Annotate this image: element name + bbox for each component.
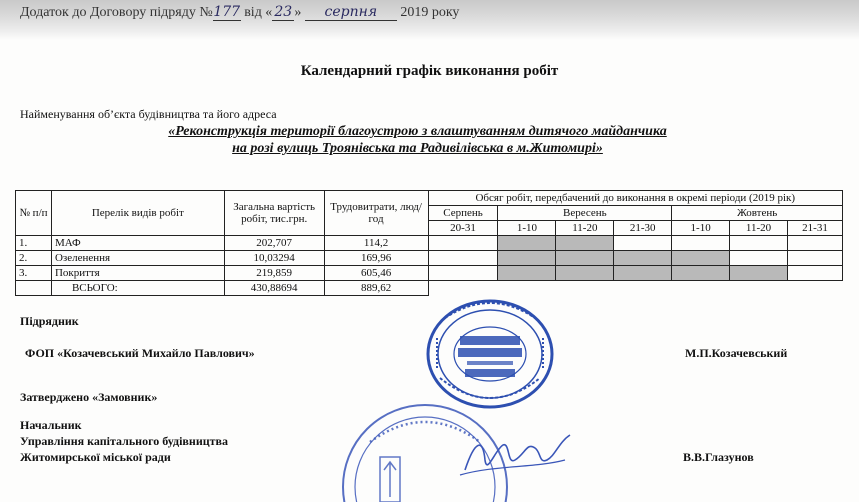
period-cell-active [672, 266, 730, 281]
period-cell-active [498, 236, 556, 251]
customer-signature-name: В.В.Глазунов [683, 450, 754, 464]
month-september: Вересень [498, 206, 672, 221]
period-header: 1-10 [672, 221, 730, 236]
period-cell-active [614, 251, 672, 266]
contractor-role: Підрядник [20, 314, 79, 328]
period-cell [428, 266, 498, 281]
row-cost: 219,859 [224, 266, 324, 281]
date-quote-close: » [294, 5, 302, 20]
customer-position3: Житомирської міської ради [20, 450, 171, 464]
row-cost: 10,03294 [224, 251, 324, 266]
row-labor: 114,2 [324, 236, 428, 251]
appendix-header [20, 4, 459, 21]
object-label: Найменування об’єкта будівництва та його адреса [20, 107, 277, 121]
header-works: Перелік видів робіт [51, 191, 224, 236]
header-volume: Обсяг робіт, передбачений до виконання в окремі періоди (2019 рік) [428, 191, 842, 206]
month-august: Серпень [428, 206, 498, 221]
appendix-prefix: Додаток до Договору підряду № [20, 5, 213, 20]
document-title: Календарний графік виконання робіт [300, 63, 559, 79]
contract-number: 177 [213, 4, 241, 20]
period-cell-active [556, 251, 614, 266]
period-header: 21-30 [614, 221, 672, 236]
period-header: 11-20 [730, 221, 788, 236]
contractor-name: ФОП «Козачевський Михайло Павлович» [25, 346, 255, 360]
period-cell [788, 251, 843, 266]
period-cell [672, 236, 730, 251]
period-cell-active [556, 266, 614, 281]
object-name-line1: «Реконструкція території благоустрою з влаштуванням дитячого майданчика [168, 124, 667, 139]
period-cell-active [498, 251, 556, 266]
total-empty [16, 281, 52, 296]
row-num: 3. [16, 266, 52, 281]
row-cost: 202,707 [224, 236, 324, 251]
period-cell-active [730, 266, 788, 281]
table-total-row [16, 281, 843, 296]
period-cell-active [614, 266, 672, 281]
header-num: № п/п [16, 191, 52, 236]
table-row [16, 266, 843, 281]
period-cell-active [556, 236, 614, 251]
total-labor: 889,62 [324, 281, 428, 296]
contractor-signature-name: М.П.Козачевський [685, 346, 788, 360]
row-work-name: Озеленення [51, 251, 224, 266]
total-cost: 430,88694 [224, 281, 324, 296]
period-header: 1-10 [498, 221, 556, 236]
header-cost: Загальна вартість робіт, тис.грн. [224, 191, 324, 236]
period-cell [428, 236, 498, 251]
row-labor: 169,96 [324, 251, 428, 266]
row-work-name: МАФ [51, 236, 224, 251]
period-header: 11-20 [556, 221, 614, 236]
schedule-table [15, 190, 843, 296]
customer-position2: Управління капітального будівництва [20, 434, 229, 448]
period-header: 21-31 [788, 221, 843, 236]
date-from-label: від « [244, 5, 273, 20]
contract-day: 23 [272, 4, 294, 21]
total-empty-periods [428, 281, 842, 296]
object-name [0, 123, 835, 157]
month-october: Жовтень [672, 206, 843, 221]
approved-label: Затверджено «Замовник» [20, 390, 158, 404]
row-num: 1. [16, 236, 52, 251]
row-num: 2. [16, 251, 52, 266]
period-cell [428, 251, 498, 266]
customer-position1: Начальник [20, 418, 82, 432]
period-cell [614, 236, 672, 251]
period-cell-active [498, 266, 556, 281]
period-cell-active [672, 251, 730, 266]
signature-icon [455, 430, 575, 480]
period-cell [788, 266, 843, 281]
row-work-name: Покриття [51, 266, 224, 281]
period-cell [730, 251, 788, 266]
period-header: 20-31 [428, 221, 498, 236]
contractor-stamp-icon [425, 298, 555, 410]
contract-month: серпня [305, 4, 397, 21]
object-name-line2: на розі вулиць Троянівська та Радивілівська в м.Житомирі» [232, 141, 603, 156]
period-cell [788, 236, 843, 251]
header-labor: Трудовитрати, люд/год [324, 191, 428, 236]
period-cell [730, 236, 788, 251]
table-row [16, 251, 843, 266]
row-labor: 605,46 [324, 266, 428, 281]
total-label: ВСЬОГО: [51, 281, 224, 296]
contract-year: 2019 року [400, 5, 460, 20]
table-row [16, 236, 843, 251]
